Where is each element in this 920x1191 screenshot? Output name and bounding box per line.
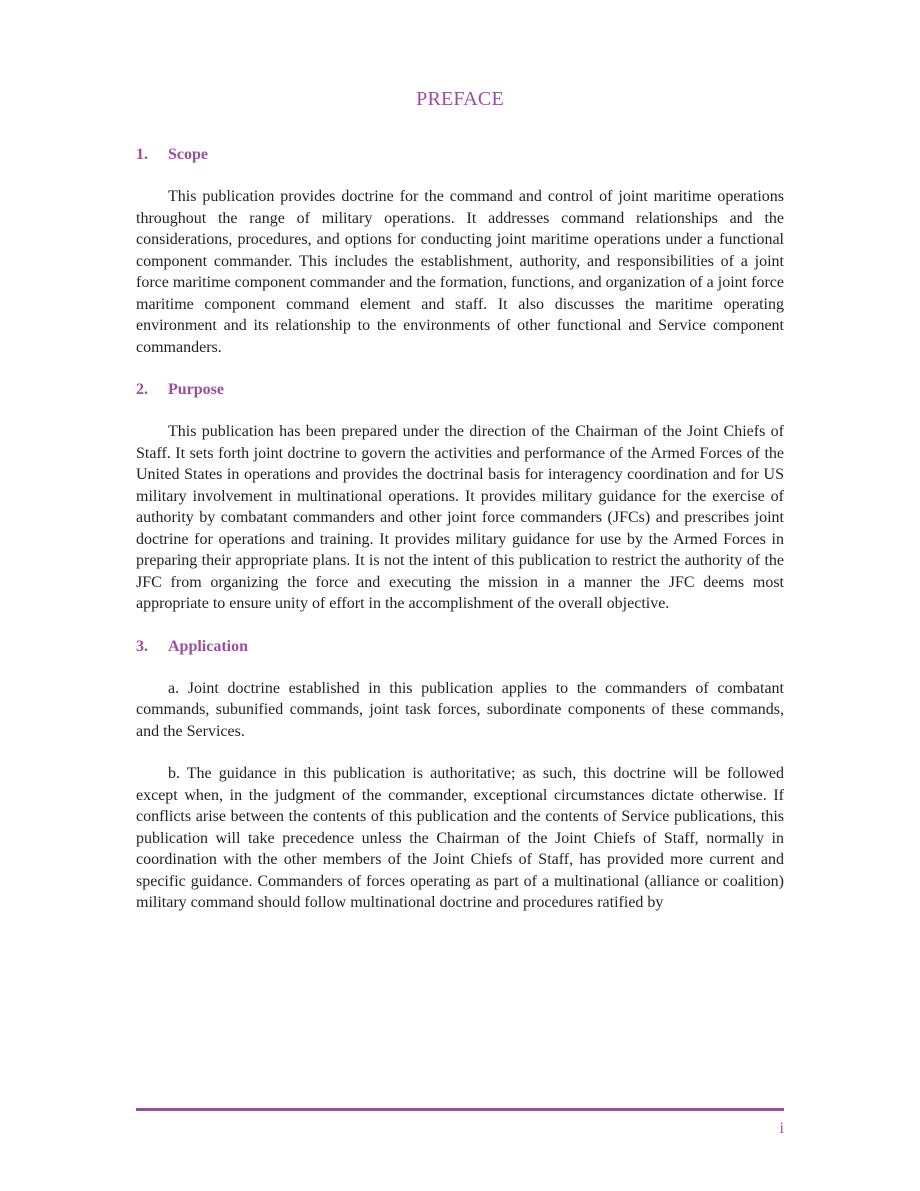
page-number: i bbox=[779, 1120, 784, 1137]
section-title: Application bbox=[168, 637, 249, 655]
application-paragraph-b: b. The guidance in this publication is authoritative; as such, this doctrine will be followed except when, in the judgment of the commander, exceptional circumstances dictate otherwise. If conflicts arise between the contents of this publication and the contents of Service publications, this publication will take precedence unless the Chairman of the Joint Chiefs of Staff, normally in coordination with the other members of the Joint Chiefs of Staff, has provided more current and specific guidance. Commanders of forces operating as part of a multinational (alliance or coalition) military command should follow multinational doctrine and procedures ratified by bbox=[136, 765, 784, 911]
section-number: 1. bbox=[136, 146, 148, 163]
section-title: Purpose bbox=[168, 381, 224, 398]
footer-divider bbox=[136, 1108, 784, 1111]
purpose-paragraph: This publication has been prepared under the direction of the Chairman of the Joint Chiefs of Staff. It sets forth joint doctrine to govern the activities and performance of the Armed Forces of the United States in operations and provides the doctrinal basis for interagency coordination and for US military involvement in multinational operations. It provides military guidance for the exercise of authority by combatant commanders and other joint force commanders (JFCs) and prescribes joint doctrine for operations and training. It provides military guidance for use by the Armed Forces in preparing their appropriate plans. It is not the intent of this publication to restrict the authority of the JFC from organizing the force and executing the mission in a manner the JFC deems most appropriate to ensure unity of effort in the accomplishment of the overall objective. bbox=[136, 423, 784, 612]
section-number: 3. bbox=[136, 637, 148, 655]
document-body bbox=[136, 144, 784, 914]
section-heading-scope bbox=[136, 144, 784, 166]
section-number: 2. bbox=[136, 381, 148, 398]
section-heading-application bbox=[136, 636, 784, 658]
application-paragraph-a: a. Joint doctrine established in this publication applies to the commanders of combatant commands, subunified commands, joint task forces, subordinate components of these commands, and the Services. bbox=[136, 679, 784, 740]
section-heading-purpose bbox=[136, 379, 784, 401]
page-title: PREFACE bbox=[416, 88, 504, 110]
scope-paragraph: This publication provides doctrine for the command and control of joint maritime operations throughout the range of military operations. It addresses command relationships and the considerations, procedures, and options for conducting joint maritime operations under a functional component commander. This includes the establishment, authority, and responsibilities of a joint force maritime component commander and the formation, functions, and organization of a joint force maritime component command element and staff. It also discusses the maritime operating environment and its relationship to the environments of other functional and Service component commanders. bbox=[136, 188, 784, 356]
section-title: Scope bbox=[168, 146, 208, 163]
